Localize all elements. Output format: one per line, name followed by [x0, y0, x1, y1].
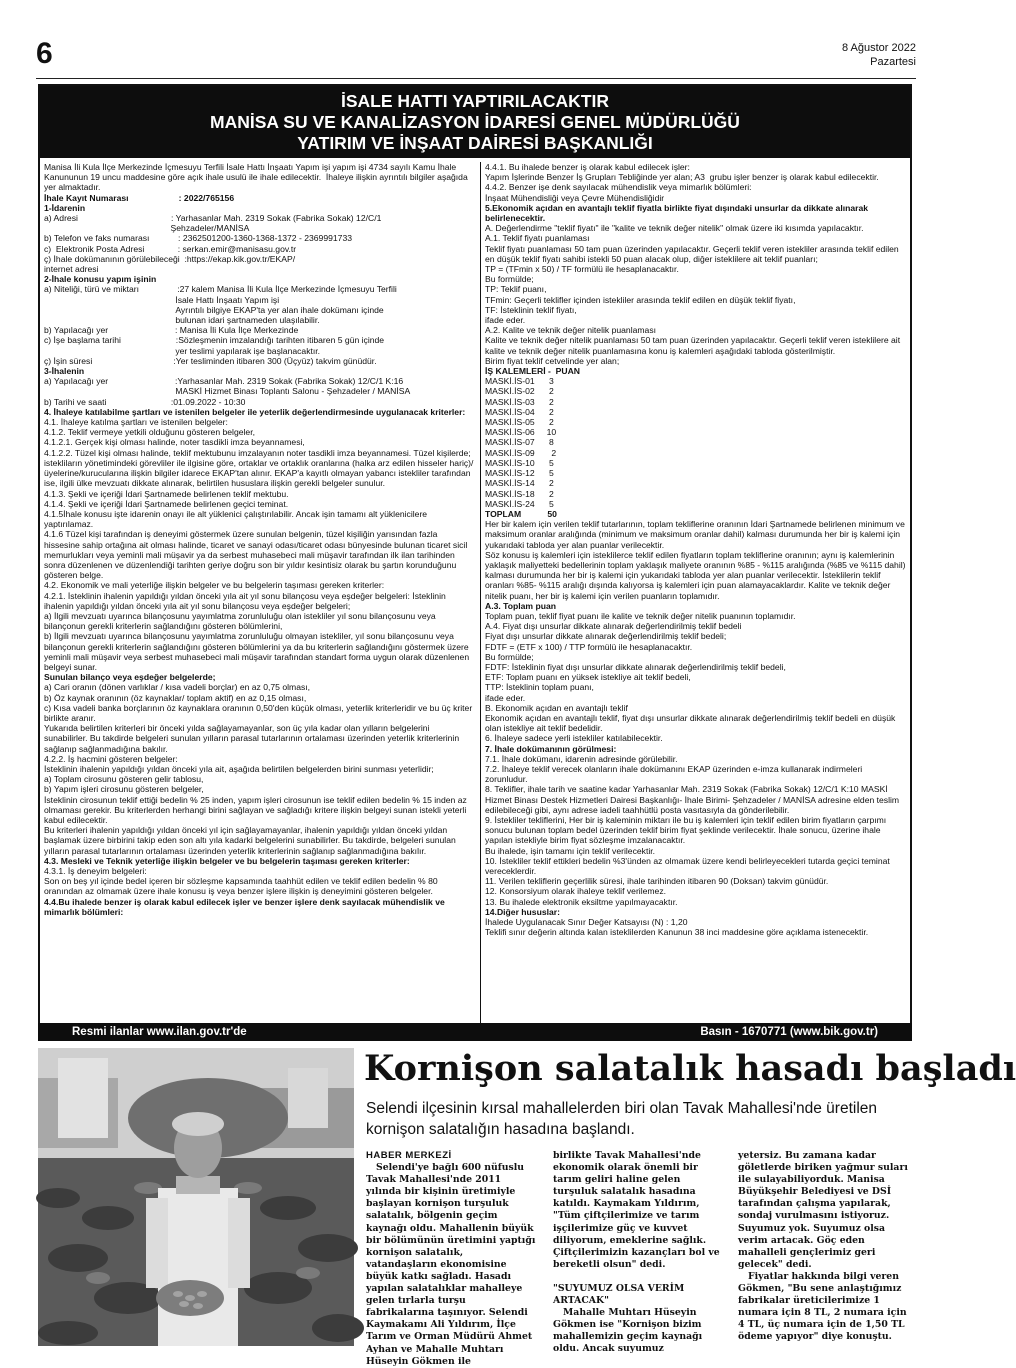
ad-paragraph: Sunulan bilanço veya eşdeğer belgelerde;	[44, 672, 216, 683]
ad-title-line: MANİSA SU VE KANALİZASYON İDARESİ GENEL MÜDÜRLÜĞÜ	[210, 112, 740, 132]
ad-paragraph: b) Öz kaynak oranının (öz kaynaklar/ toplam aktif) en az 0,15 olması,	[44, 692, 307, 703]
ad-paragraph: b) Yapılacağı yer : Manisa İli Kula İlçe Merkezinde	[44, 325, 299, 336]
ad-paragraph: ifade eder.	[485, 315, 526, 326]
ad-paragraph: Fiyat dışı unsurlar dikkate alınarak değerlendirilmiş teklif bedeli;	[485, 631, 727, 642]
ad-paragraph: a) Yapılacağı yer :Yarhasanlar Mah. 2319 Sokak (Fabrika Sokak) 12/C/1 K:16 MASKİ Hizmet Binası Toplantı Salonu - Şehzadeler / MANİSA	[44, 376, 411, 397]
article-headline: Kornişon salatalık hasadı başladı	[364, 1048, 1016, 1089]
ad-paragraph: A.4. Fiyat dışı unsurlar dikkate alınarak değerlendirilmiş teklif bedeli	[485, 621, 742, 632]
ad-paragraph: B. Ekonomik açıdan en avantajlı teklif	[485, 702, 628, 713]
ad-footer-left: Resmi ilanlar www.ilan.gov.tr'de	[72, 1026, 247, 1038]
ad-paragraph: MASKİ.İS-03 2	[485, 396, 554, 407]
ad-paragraph: ifade eder.	[485, 692, 526, 703]
article-paragraph: yetersiz. Bu zamana kadar göletlerde biriken yağmur suları ile sulayabiliyorduk. Manisa Büyükşehir Belediyesi ve DSİ tarafından çalışma yapılarak, sondaj vurulmasını istiyoruz. Suyumuz yok. Suyumuz olsa verim artacak. Göç eden mahalleli gençlerimiz geri gelecek" dedi.	[738, 1150, 908, 1270]
ad-paragraph: a) Cari oranın (dönen varlıklar / kısa vadeli borçlar) en az 0,75 olması,	[44, 682, 311, 693]
ad-paragraph: c) İşe başlama tarihi :Sözleşmenin imzalandığı tarihten itibaren 5 gün içinde yer teslimi yapılarak işe başlanacaktır.	[44, 335, 385, 356]
ad-title	[40, 86, 910, 158]
ad-paragraph: a) Adresi : Yarhasanlar Mah. 2319 Sokak (Fabrika Sokak) 12/C/1 Şehzadeler/MANİSA	[44, 213, 382, 234]
ad-paragraph: Bu kriterleri ihalenin yapıldığı yıldan önceki yıl için sağlayamayanlar, ihalenin yapıldığı yıldan önceki yıldan başlamak üzere birbirini takip eden son altı yıla kadarki belgelerini sunabilirler. Bu takdirde, belgeleri sunulan yılların parasal tutarlarının ortalaması üzerinden yeterlik kriterlerinin sağlanıp sağlanmadığına bakılır.	[44, 825, 459, 856]
ad-paragraph: 4.2. Ekonomik ve mali yeterliğe ilişkin belgeler ve bu belgelerin taşıması gereken kriterler:	[44, 580, 385, 591]
farmer-photo-image	[38, 1048, 354, 1346]
ad-paragraph: 9. İstekliler tekliflerini, Her bir iş kaleminin miktarı ile bu iş kalemleri için teklif edilen birim fiyatların çarpımı sonucu bulunan toplam bedel üzerinden teklif birim fiyat şeklinde verilecektir. İhale sonucu, üzerine ihale yapılan istekliyle birim fiyat sözleşme imzalanacaktır.	[485, 815, 889, 846]
ad-right-column	[480, 162, 906, 1032]
ad-footer-right: Basın - 1670771 (www.bik.gov.tr)	[700, 1026, 878, 1038]
ad-paragraph: Bu formülde;	[485, 651, 534, 662]
ad-paragraph: 4.2.2. İş hacmini gösteren belgeler:	[44, 753, 178, 764]
ad-paragraph: 4.3. Mesleki ve Teknik yeterliğe ilişkin belgeler ve bu belgelerin taşıması gereken kriterler:	[44, 855, 410, 866]
ad-paragraph: 4.1.3. Şekli ve içeriği İdari Şartnamede belirlenen teklif mektubu.	[44, 488, 289, 499]
ad-paragraph: b) İlgili mevzuatı uyarınca bilançosunu yayımlatma zorunluluğu olmayan istekliler, yıl sonu bilançosunu veya bilançonun gerekli kriterlerin sağlandığını gösteren bölümlerini ya da bu kriterlerin sağlandığını göstermek üzere yeminli mali müşavir veya serbest muhasebeci mali müşavir tarafından standart forma uygun olarak düzenlenen belgeyi sunar.	[44, 631, 472, 672]
ad-paragraph: MASKİ.İS-18 2	[485, 488, 554, 499]
ad-paragraph: 4.1.5İhale konusu işte idarenin onayı ile alt yüklenici çalıştırılabilir. Ancak işin tamamı alt yüklenicilere yaptırılamaz.	[44, 508, 430, 530]
ad-paragraph: c) Elektronik Posta Adresi : serkan.emir@manisasu.gov.tr	[44, 243, 297, 254]
ad-paragraph: Teklifi sınır değerin altında kalan isteklilerden Kanunun 38 inci maddesine göre açıklama istenecektir.	[485, 927, 869, 938]
ad-paragraph: Kalite ve teknik değer nitelik puanlaması 50 tam puan üzerinden yapılacaktır. Geçerli teklif veren isteklilere ait kalite ve teknik değer nitelik puanlamasına konu iş kalemleri aşağıdaki tabloda gösterilmiştir.	[485, 335, 903, 356]
ad-paragraph: 3-İhalenin	[44, 366, 85, 377]
ad-paragraph: 4.1.4. Şekli ve içeriği İdari Şartnamede belirlenen geçici teminat.	[44, 498, 289, 509]
ad-paragraph: Son on beş yıl içinde bedel içeren bir sözleşme kapsamında taahhüt edilen ve teklif edilen bedelin % 80 oranından az olmamak üzere ihale konusu iş veya benzer işlere ilişkin iş deneyimini gösteren belgeler.	[44, 876, 441, 897]
ad-paragraph: İsteklinin cirosunun teklif ettiği bedelin % 25 inden, yapım işleri cirosunun ise teklif edilen bedelin % 15 inden az olmaması gerekir. Bu kriterlerden herhangi birini sağlayan ve sağladığı kritere ilişkin belgeyi sunan istekli yeterli kabul edilecektir.	[44, 794, 470, 825]
article-paragraph: Mahalle Muhtarı Hüseyin Gökmen ise "Kornişon bizim mahallemizin geçim kaynağı oldu. Ancak suyumuz	[553, 1307, 703, 1355]
ad-paragraph: 1-İdarenin	[44, 202, 86, 213]
ad-paragraph: 4.4.Bu ihalede benzer iş olarak kabul edilecek işler ve benzer işlere denk sayılacak mühendislik ve mimarlık bölümleri:	[44, 896, 448, 917]
ad-paragraph: A.1. Teklif fiyatı puanlaması	[485, 233, 590, 244]
issue-day: Pazartesi	[870, 56, 916, 68]
ad-paragraph: b) Tarihi ve saati :01.09.2022 - 10:30	[44, 396, 246, 407]
ad-paragraph: a) Toplam cirosunu gösteren gelir tablosu,	[44, 774, 204, 785]
ad-paragraph: MASKİ.İS-01 3	[485, 376, 554, 387]
ad-paragraph: a) İlgili mevzuatı uyarınca bilançosunu yayımlatma zorunluluğu olan istekliler yıl sonu bilançosunu veya bilançonun gerekli kriterlerin sağlandığını gösteren bölümlerini,	[44, 610, 439, 632]
ad-paragraph: 4.2.1. İsteklinin ihalenin yapıldığı yıldan önceki yıla ait yıl sonu bilançosu veya eşdeğer belgeleri: İsteklinin ihalenin yapıldığı yıldan önceki yıla ait yıl sonu bilançosu veya eşdeğer belgeleri;	[44, 590, 449, 611]
ad-title-line: YATIRIM VE İNŞAAT DAİRESİ BAŞKANLIĞI	[297, 133, 653, 153]
ad-paragraph: 8. Teklifler, ihale tarih ve saatine kadar Yarhasanlar Mah. 2319 Sokak (Fabrika Sokak) 12/C/1 K:10 MASKİ Hizmet Binası Destek Hizmetleri Dairesi Başkanlığı- İhale Birimi- Şehzadeler / MANİSA adresine elden teslim edilebileceği gibi, aynı adrese iadeli taahhütlü posta vasıtasıyla da gönderilebilir.	[485, 784, 902, 815]
article-column-3	[738, 1150, 908, 1344]
ad-paragraph: İnşaat Mühendisliği veya Çevre Mühendisliğidir	[485, 192, 665, 203]
ad-paragraph: MASKİ.İS-04 2	[485, 406, 554, 417]
ad-paragraph: 4.3.1. İş deneyim belgeleri:	[44, 866, 147, 877]
ad-paragraph: İhale Kayıt Numarası : 2022/765156	[44, 192, 235, 203]
ad-paragraph: 14.Diğer hususlar:	[485, 906, 560, 917]
ad-paragraph: TP = (TFmin x 50) / TF formülü ile hesaplanacaktır.	[485, 264, 679, 275]
ad-paragraph: MASKİ.İS-05 2	[485, 417, 554, 428]
issue-date: 8 Ağustor 2022	[841, 42, 916, 54]
ad-paragraph: 4.4.1. Bu ihalede benzer iş olarak kabul edilecek işler:	[485, 162, 690, 172]
ad-paragraph: Yapım İşlerinde Benzer İş Grupları Tebliğinde yer alan; A3 grubu işler benzer iş olarak kabul edilecektir.	[485, 172, 879, 183]
article-paragraph: Fiyatlar hakkında bilgi veren Gökmen, "Bu sene anlaştığımız fabrikalar üreticilerimize 1 numara için 8 TL, 2 numara için 4 TL, üç numara için de 1,50 TL ödeme yapıyor" diye konuştu.	[738, 1270, 907, 1343]
ad-paragraph: Bu ihalede, işin tamamı için teklif verilecektir.	[485, 845, 656, 856]
ad-paragraph: FDTF = (ETF x 100) / TTP formülü ile hesaplanacaktır.	[485, 641, 693, 652]
ad-paragraph: ETF: Toplam puanı en yüksek istekliye ait teklif bedeli,	[485, 672, 691, 683]
ad-paragraph: Söz konusu iş kalemleri için isteklilerce teklif edilen fiyatların toplam tekliflerine oranının; aynı iş kalemlerinin yaklaşık maliyetteki bedellerinin toplam yaklaşık maliyete oranının %85 - %115 aralığında (%85 ve %115 dahil) kalması durumunda her bir iş kalemi için yukarıdaki tabloda yer alan puanlar verilecektir. İsteklilerin teklif oranları %85- %115 aralığı dışında kalıyorsa iş kalemleri için puan alamayacaklardır. Kalite ve teknik değer nitelik puanı, her bir iş kalemi için verilen puanların toplamıdır.	[485, 549, 908, 601]
page-number: 6	[36, 37, 53, 70]
ad-paragraph: İŞ KALEMLERİ - PUAN	[485, 366, 581, 377]
ad-paragraph: Her bir kalem için verilen teklif tutarlarının, toplam tekliflerine oranının İdari Şartnamede belirlenen minimum ve maksimum oranlar aralığında (minimum ve maksimum oranlar dahil) kalması durumunda her bir iş kalemi için yukarıdaki tabloda yer alan puanlar verilecektir.	[485, 519, 908, 550]
ad-paragraph: 4.1.2. Teklif vermeye yetkili olduğunu gösteren belgeler,	[44, 427, 255, 438]
ad-paragraph: 7.2. İhaleye teklif verecek olanların ihale dokümanını EKAP üzerinden e-imza kullanarak indirmeleri zorunludur.	[485, 763, 865, 785]
ad-paragraph: 4.1.2.1. Gerçek kişi olması halinde, noter tasdikli imza beyannamesi,	[44, 437, 305, 448]
ad-paragraph: MASKİ.İS-24 5	[485, 498, 554, 509]
ad-paragraph: Yukarıda belirtilen kriterleri bir önceki yılda sağlayamayanlar, son üç yıla kadar olan yılların belgelerini sunabilirler. Bu takdirde belgeleri sunulan yılların parasal tutarlarının ortalaması üzerinden yeterlik kriterlerinin sağlanıp sağlanmadığına bakılır.	[44, 723, 462, 754]
article-subhead: "SUYUMUZ OLSA VERİM ARTACAK"	[553, 1282, 685, 1307]
ad-paragraph: Toplam puan, teklif fiyat puanı ile kalite ve teknik değer nitelik puanının toplamıdır.	[485, 610, 796, 621]
article-column-2	[553, 1150, 723, 1356]
article-kicker: HABER MERKEZİ	[366, 1150, 452, 1161]
ad-paragraph: Manisa İli Kula İlçe Merkezinde İçmesuyu Terfili İsale Hattı İnşaatı Yapım işi yapım işi 4734 sayılı Kamu İhale Kanununun 19 uncu maddesine göre açık ihale usulü ile ihale edilecektir. İhaleye ilişkin ayrıntılı bilgiler aşağıda yer almaktadır.	[44, 162, 471, 193]
ad-paragraph: 4.1.6 Tüzel kişi tarafından iş deneyimi göstermek üzere sunulan belgenin, tüzel kişiliğin yarısından fazla hissesine sahip ortağına ait olması halinde, ticaret ve sanayi odası/ticaret odası bünyesinde bulunan ticaret sicil memurlukları veya yeminli mali müşavir ya da serbest muhasebeci mali müşavir tarafından ilk ilan tarihinden sonra düzenlenen ve düzenlendiği tarihten geriye doğru son bir yıldır kesintisiz olarak bu şartın korunduğunu gösteren belge.	[44, 529, 470, 581]
ad-body	[44, 162, 906, 1032]
ad-paragraph: 7.1. İhale dokümanı, idarenin adresinde görülebilir.	[485, 753, 678, 764]
article-subheadline: Selendi ilçesinin kırsal mahallelerden biri olan Tavak Mahallesi'nde üretilen kornişon salatalığın hasadına başlandı.	[366, 1100, 878, 1138]
ad-paragraph: Bu formülde;	[485, 274, 534, 285]
ad-footer	[38, 1023, 912, 1041]
ad-paragraph: İhalede Uygulanacak Sınır Değer Katsayısı (N) : 1,20	[485, 917, 688, 928]
ad-paragraph: 12. Konsorsiyum olarak ihaleye teklif verilemez.	[485, 886, 667, 897]
ad-paragraph: MASKİ.İS-12 5	[485, 468, 554, 479]
ad-paragraph: MASKİ.İS-14 2	[485, 478, 554, 489]
ad-paragraph: Teklif fiyatı puanlaması 50 tam puan üzerinden yapılacaktır. Geçerli teklif veren istekliler arasında teklif edilen en düşük teklif fiyatı sahibi istekli 50 puan alacak olup, diğer isteklilere ait teklif puanları;	[485, 243, 902, 264]
ad-paragraph: TP: Teklif puanı,	[485, 284, 547, 295]
ad-paragraph: MASKİ.İS-09 2	[485, 447, 557, 458]
ad-title-line: İSALE HATTI YAPTIRILACAKTIR	[340, 91, 610, 111]
ad-paragraph: c) Kısa vadeli banka borçlarının öz kaynaklara oranının 0,50'den küçük olması, yeterlik kriterleridir ve bu üç kriter birlikte aranır.	[44, 702, 475, 723]
ad-paragraph: 5.Ekonomik açıdan en avantajlı teklif fiyatla birlikte fiyat dışındaki unsurlar da dikkate alınarak belirlenecektir.	[485, 202, 871, 224]
ad-paragraph: MASKİ.İS-02 2	[485, 386, 554, 397]
article-column-1	[366, 1150, 536, 1368]
ad-paragraph: Birim fiyat teklif cetvelinde yer alan;	[485, 355, 620, 366]
ad-paragraph: 11. Verilen tekliflerin geçerlilik süresi, ihale tarihinden itibaren 90 (Doksan) takvim günüdür.	[485, 876, 829, 887]
ad-paragraph: 4.1. İhaleye katılma şartları ve istenilen belgeler:	[44, 417, 228, 428]
ad-paragraph: MASKİ.İS-06 10	[485, 427, 557, 438]
official-ad	[38, 84, 912, 1041]
ad-paragraph: MASKİ.İS-07 8	[485, 437, 554, 448]
ad-paragraph: A.3. Toplam puan	[485, 600, 556, 611]
ad-paragraph: b) Yapım işleri cirosunu gösteren belgeler,	[44, 784, 204, 795]
page-header	[36, 38, 916, 79]
article-paragraph: birlikte Tavak Mahallesi'nde ekonomik olarak önemli bir tarım geliri haline gelen turşuluk salatalık hasadına katıldı. Kaymakam Yıldırım, "Tüm çiftçilerimize ve tarım işçilerimize güç ve kuvvet diliyorum, emeklerine sağlık. Çiftçilerimizin kazançları bol ve bereketli olsun" dedi.	[553, 1150, 720, 1270]
ad-paragraph: TTP: İsteklinin toplam puanı,	[485, 682, 594, 693]
farmer-photo	[38, 1048, 354, 1346]
ad-paragraph: A.2. Kalite ve teknik değer nitelik puanlaması	[485, 325, 657, 336]
ad-paragraph: TF: İsteklinin teklif fiyatı,	[485, 304, 577, 315]
ad-paragraph: Ekonomik açıdan en avantajlı teklif, fiyat dışı unsurlar dikkate alınarak değerlendirilmiş teklif bedeli en düşük olan istekliye ait teklif bedelidir.	[485, 712, 898, 734]
ad-paragraph: İsteklinin ihalenin yapıldığı yıldan önceki yıla ait, aşağıda belirtilen belgelerden birini sunması yeterlidir;	[44, 763, 434, 774]
ad-paragraph: FDTF: İsteklinin fiyat dışı unsurlar dikkate alınarak değerlendirilmiş teklif bedeli,	[485, 661, 786, 672]
ad-paragraph: 13. Bu ihalede elektronik eksiltme yapılmayacaktır.	[485, 896, 678, 907]
ad-paragraph: 2-İhale konusu yapım işinin	[44, 274, 157, 285]
ad-paragraph: b) Telefon ve faks numarası : 2362501200-1360-1368-1372 - 2369991733	[44, 233, 352, 244]
ad-paragraph: 4. İhaleye katılabilme şartları ve istenilen belgeler ile yeterlik değerlendirmesinde uygulanacak kriterler:	[44, 406, 466, 417]
ad-paragraph: 4.4.2. Benzer işe denk sayılacak mühendislik veya mimarlık bölümleri:	[485, 182, 752, 193]
ad-paragraph: a) Niteliği, türü ve miktarı :27 kalem Manisa İli Kula İlçe Merkezinde İçmesuyu Terfili İsale Hattı İnşaatı Yapım işi Ayrıntılı bilgiye EKAP'ta yer alan ihale dokümanı içinde bulunan idari şartnameden ulaşılabilir.	[44, 284, 397, 326]
article-paragraph: Selendi'ye bağlı 600 nüfuslu Tavak Mahallesi'nde 2011 yılında bir kişinin üretimiyle başlayan kornişon turşuluk salatalık, bölgenin geçim kaynağı oldu. Mahallenin büyük bir bölümünün üretimini yaptığı kornişon salatalık, vatandaşların ekonomisine büyük katkı sağladı. Hasadı yapılan salatalıklar mahalleye gelen tırlarla turşu fabrikalarına taşınıyor. Selendi Kaymakamı Ali Yıldırım, İlçe Tarım ve Orman Müdürü Ahmet Ayhan ve Mahalle Muhtarı Hüseyin Gökmen ile	[366, 1162, 536, 1367]
ad-paragraph: A. Değerlendirme "teklif fiyatı" ile "kalite ve teknik değer nitelik" olmak üzere iki kısımda yapılacaktır.	[485, 223, 864, 234]
ad-paragraph: TOPLAM 50	[485, 508, 557, 519]
ad-paragraph: TFmin: Geçerli teklifler içinden istekliler arasında teklif edilen en düşük teklif fiyatı,	[485, 294, 796, 305]
ad-paragraph: 6. İhaleye sadece yerli istekliler katılabilecektir.	[485, 733, 663, 744]
ad-paragraph: 4.1.2.2. Tüzel kişi olması halinde, teklif mektubunu imzalayanın noter tasdikli imza beyannamesi. Tüzel kişilerde; istekliların yönetimindeki görevliler ile ilgisine göre, ortaklar ve ortaklık oranlarına (halka arz edilen hisseler hariç)/üyelerine/kurucularına ilişkin bilgiler idarece EKAP'tan alınır. EKAP'a kayıtlı olmayan yabancı istekliler tarafından ise, ilgili ülke mevzuatı dikkate alınarak, belirtilen hususlara ilişkin gerekli belgeler sunulur.	[44, 447, 474, 489]
ad-paragraph: 7. İhale dokümanının görülmesi:	[485, 743, 617, 754]
ad-paragraph: ç) İhale dokümanının görülebileceği :https://ekap.kik.gov.tr/EKAP/ internet adresi	[44, 253, 296, 275]
ad-paragraph: 10. İstekliler teklif ettikleri bedelin %3'ünden az olmamak üzere kendi belirleyecekleri tutarda geçici teminat vereceklerdir.	[485, 855, 893, 877]
ad-paragraph: ç) İşin süresi :Yer tesliminden itibaren 300 (Üçyüz) takvim günüdür.	[44, 355, 377, 366]
ad-left-column	[44, 162, 474, 1032]
ad-paragraph: MASKİ.İS-10 5	[485, 457, 554, 468]
